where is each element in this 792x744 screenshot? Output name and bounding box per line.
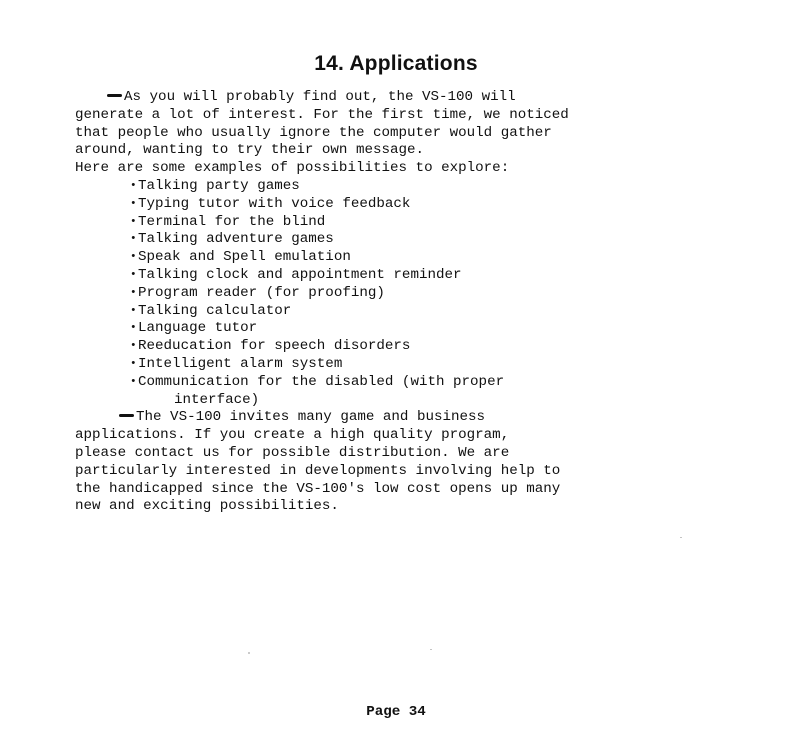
list-item: •Program reader (for proofing): [130, 284, 385, 301]
scan-speck: [430, 649, 432, 650]
list-item: •Talking clock and appointment reminder: [130, 266, 462, 283]
paragraph-line: applications. If you create a high quality program,: [75, 427, 510, 444]
intro-paragraph: [75, 89, 745, 178]
list-item: •Communication for the disabled (with proper: [130, 373, 505, 390]
closing-paragraph: [75, 409, 745, 516]
list-item: •Intelligent alarm system: [130, 355, 343, 372]
bullet-icon: •: [130, 322, 137, 335]
list-item: •Speak and Spell emulation: [130, 249, 351, 266]
scan-speck: [248, 652, 250, 654]
bullet-icon: •: [130, 268, 137, 281]
scan-speck: [680, 537, 682, 538]
bullet-icon: •: [130, 340, 137, 353]
page-title: 14. Applications: [314, 52, 478, 75]
paragraph-marker-icon: [119, 414, 134, 417]
bullet-icon: •: [130, 357, 137, 370]
bullet-icon: •: [130, 197, 137, 210]
bullet-icon: •: [130, 233, 137, 246]
examples-list: [75, 178, 745, 409]
list-item: •Language tutor: [130, 320, 258, 337]
paragraph-line: the handicapped since the VS-100's low cost opens up many: [75, 480, 561, 497]
paragraph-line: around, wanting to try their own message.: [75, 142, 425, 159]
bullet-icon: •: [130, 179, 137, 192]
list-item: •Talking party games: [130, 177, 300, 194]
bullet-icon: •: [130, 375, 137, 388]
body-text: [75, 89, 745, 516]
list-item: •Reeducation for speech disorders: [130, 338, 411, 355]
paragraph-line: The VS-100 invites many game and business: [75, 409, 745, 427]
paragraph-line: particularly interested in developments involving help to: [75, 462, 561, 479]
paragraph-line: generate a lot of interest. For the first time, we noticed: [75, 106, 569, 123]
list-item: •Typing tutor with voice feedback: [130, 195, 411, 212]
page-number: Page 34: [366, 704, 426, 720]
list-item: •Terminal for the blind: [130, 213, 326, 230]
list-item-continuation: interface): [174, 391, 260, 408]
bullet-icon: •: [130, 251, 137, 264]
list-item: •Talking calculator: [130, 302, 292, 319]
paragraph-line: new and exciting possibilities.: [75, 498, 339, 515]
paragraph-marker-icon: [107, 94, 122, 97]
bullet-icon: •: [130, 215, 137, 228]
list-item: •Talking adventure games: [130, 231, 334, 248]
paragraph-line: As you will probably find out, the VS-100 will: [75, 89, 745, 107]
paragraph-line: please contact us for possible distribution. We are: [75, 444, 510, 461]
paragraph-line: Here are some examples of possibilities to explore:: [75, 160, 510, 177]
bullet-icon: •: [130, 304, 137, 317]
bullet-icon: •: [130, 286, 137, 299]
paragraph-line: that people who usually ignore the computer would gather: [75, 124, 552, 141]
